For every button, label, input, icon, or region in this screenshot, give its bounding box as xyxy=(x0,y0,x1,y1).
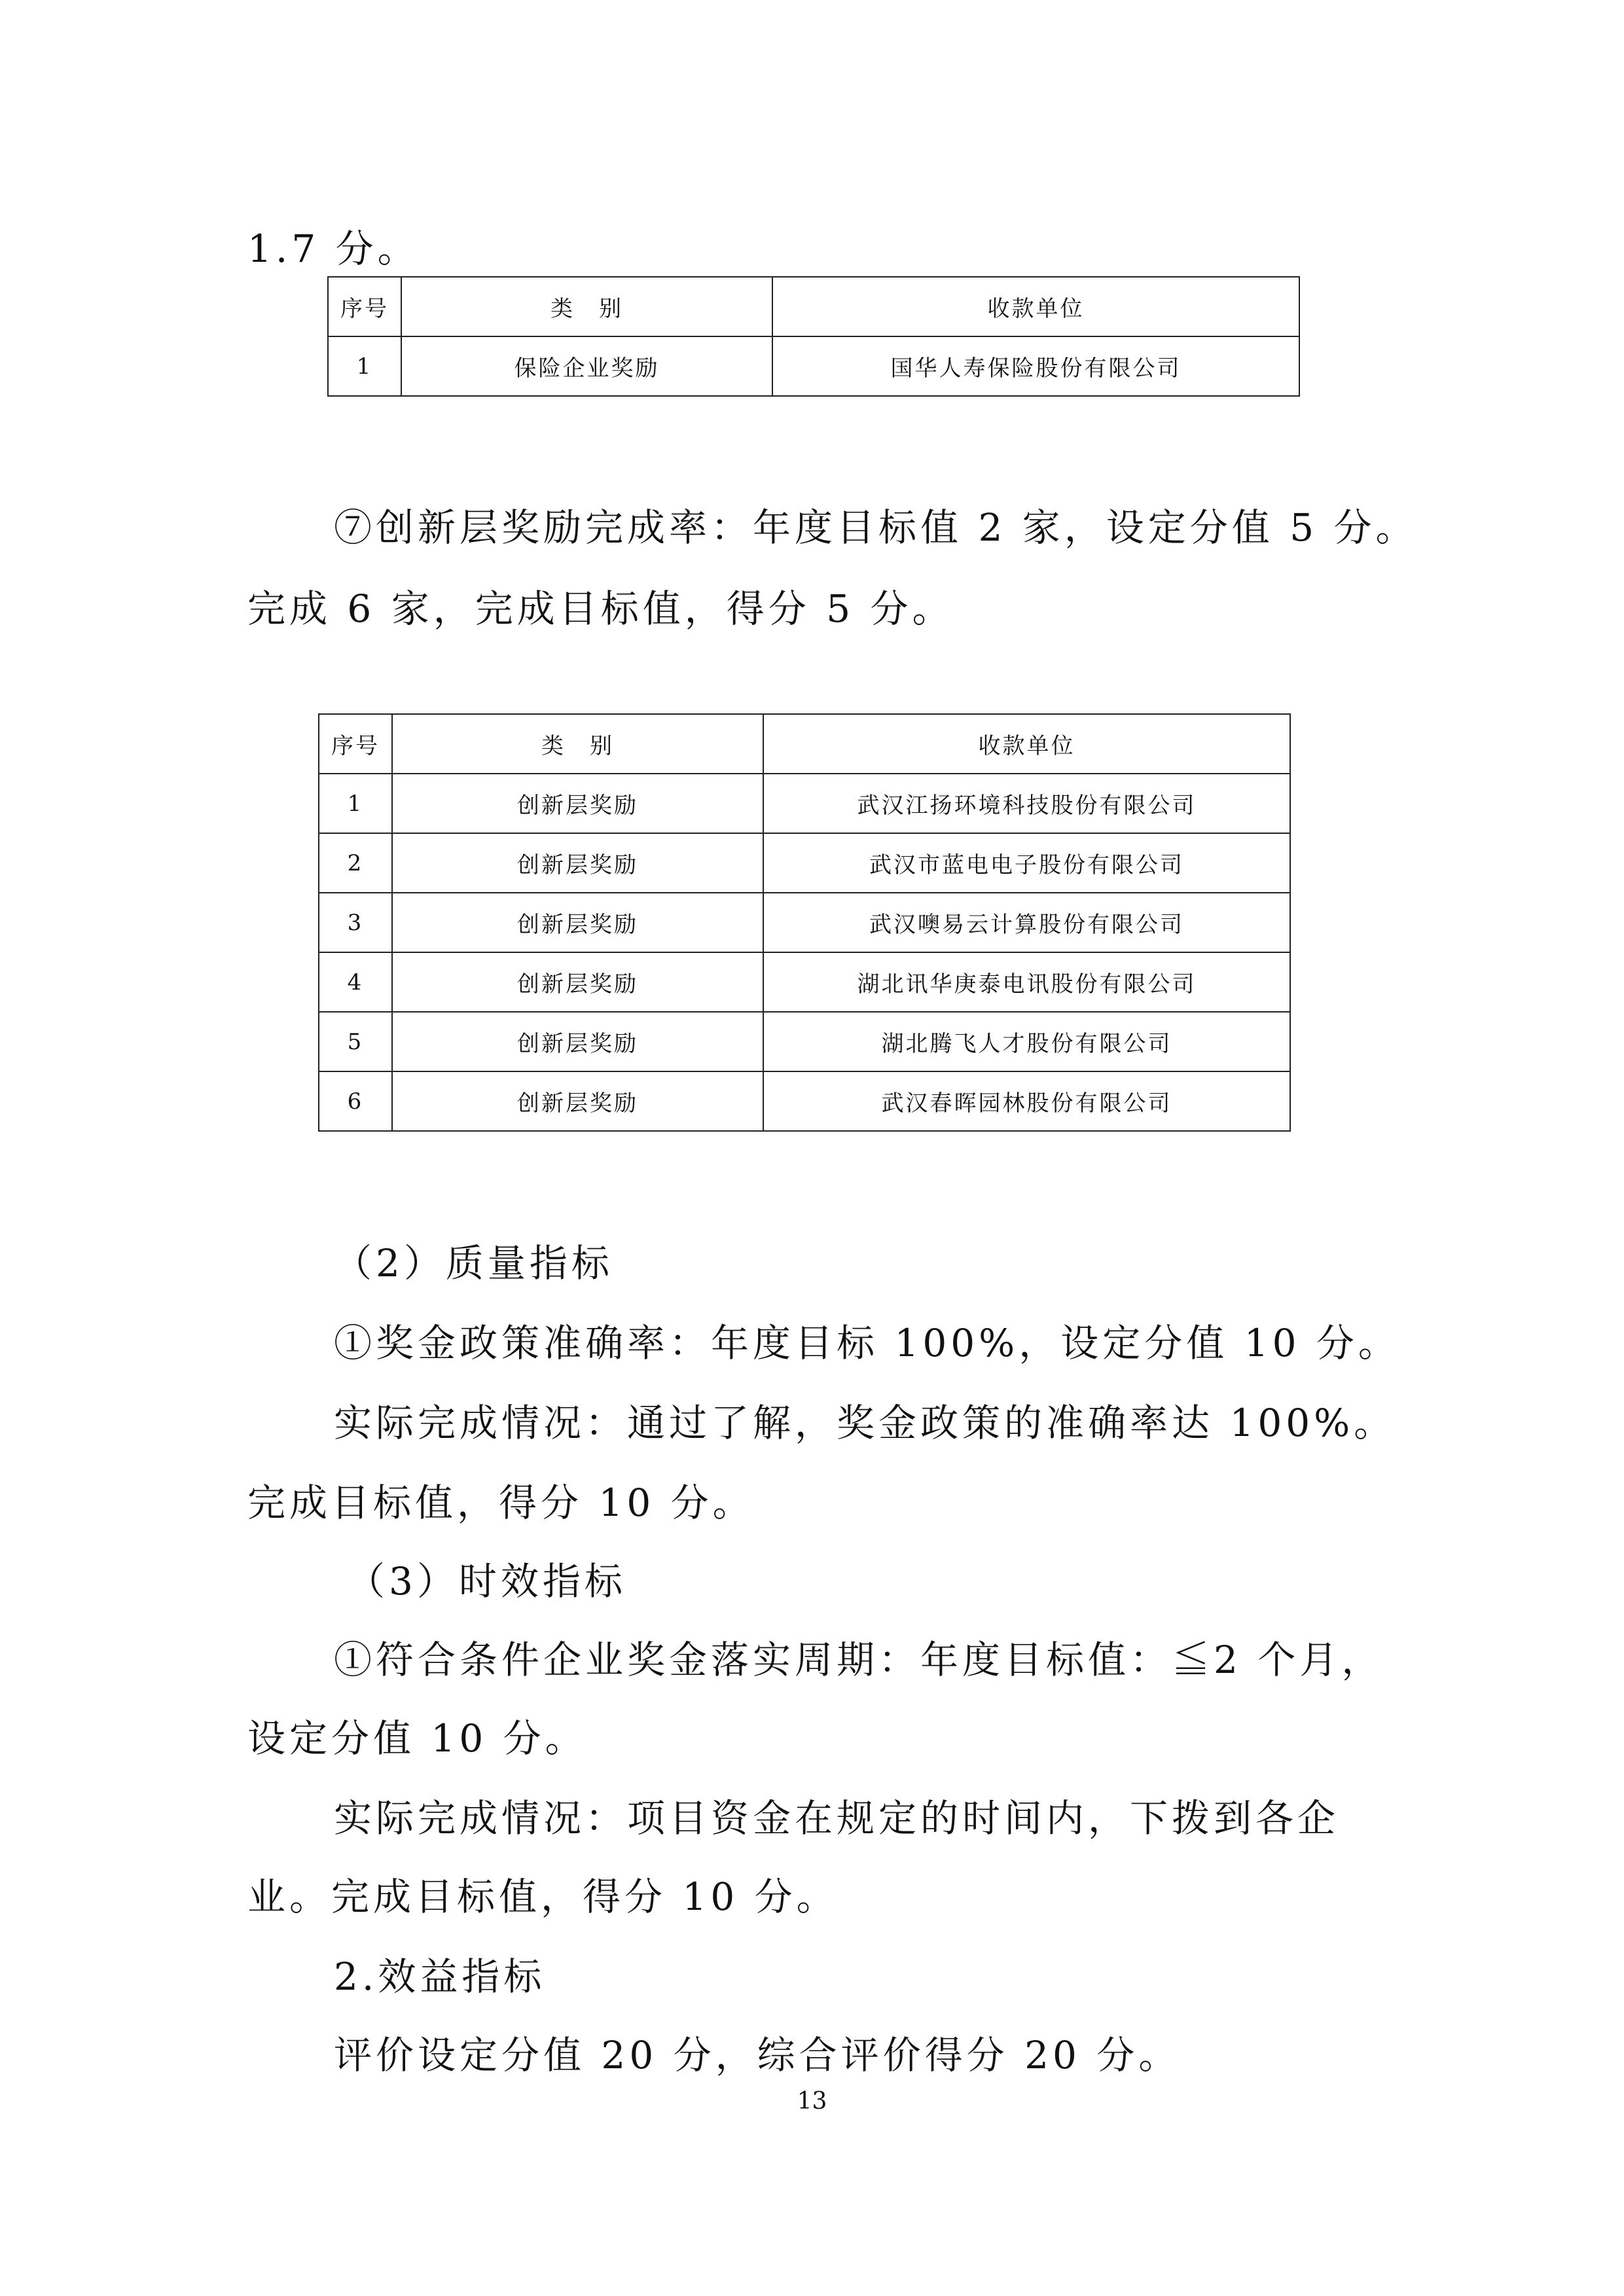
cell-category: 保险企业奖励 xyxy=(401,336,772,396)
page-number: 13 xyxy=(797,2088,827,2115)
text-line-9: ①符合条件企业奖金落实周期：年度目标值：≦2 个月， xyxy=(334,1638,1384,1682)
cell-payee: 国华人寿保险股份有限公司 xyxy=(772,336,1299,396)
text-line-10: 设定分值 10 分。 xyxy=(247,1716,587,1761)
table-row xyxy=(319,1012,1290,1071)
text-line-7: 完成目标值，得分 10 分。 xyxy=(247,1480,755,1525)
cell-payee: 武汉市蓝电电子股份有限公司 xyxy=(763,833,1290,893)
cell-category: 创新层奖励 xyxy=(392,893,763,952)
table-header-row xyxy=(328,277,1299,336)
cell-category: 创新层奖励 xyxy=(392,1012,763,1071)
table-row xyxy=(328,336,1299,396)
header-payee: 收款单位 xyxy=(772,277,1299,336)
header-index: 序号 xyxy=(328,277,401,336)
cell-category: 创新层奖励 xyxy=(392,952,763,1012)
cell-payee: 武汉噢易云计算股份有限公司 xyxy=(763,893,1290,952)
text-line-13: 2.效益指标 xyxy=(334,1954,546,1999)
cell-payee: 武汉春晖园林股份有限公司 xyxy=(763,1071,1290,1131)
cell-index: 2 xyxy=(319,833,392,893)
text-line-8: （3）时效指标 xyxy=(347,1559,626,1604)
text-line-4: （2）质量指标 xyxy=(334,1241,613,1285)
text-line-14: 评价设定分值 20 分，综合评价得分 20 分。 xyxy=(334,2033,1181,2077)
cell-category: 创新层奖励 xyxy=(392,833,763,893)
cell-index: 1 xyxy=(319,774,392,833)
table-row xyxy=(319,1071,1290,1131)
table-header-row xyxy=(319,714,1290,774)
table-insurance-award xyxy=(327,276,1300,397)
text-line-12: 业。完成目标值，得分 10 分。 xyxy=(247,1874,839,1919)
table-row xyxy=(319,893,1290,952)
cell-category: 创新层奖励 xyxy=(392,774,763,833)
table-row xyxy=(319,833,1290,893)
cell-index: 3 xyxy=(319,893,392,952)
text-line-6: 实际完成情况：通过了解，奖金政策的准确率达 100%。 xyxy=(334,1401,1396,1445)
table-row xyxy=(319,774,1290,833)
cell-payee: 武汉江扬环境科技股份有限公司 xyxy=(763,774,1290,833)
text-line-5: ①奖金政策准确率：年度目标 100%，设定分值 10 分。 xyxy=(334,1321,1400,1365)
cell-category: 创新层奖励 xyxy=(392,1071,763,1131)
cell-payee: 湖北腾飞人才股份有限公司 xyxy=(763,1012,1290,1071)
cell-payee: 湖北讯华庚泰电讯股份有限公司 xyxy=(763,952,1290,1012)
text-line-3: 完成 6 家，完成目标值，得分 5 分。 xyxy=(247,586,954,631)
cell-index: 6 xyxy=(319,1071,392,1131)
text-line-1: 1.7 分。 xyxy=(247,226,420,271)
cell-index: 1 xyxy=(328,336,401,396)
cell-index: 5 xyxy=(319,1012,392,1071)
cell-index: 4 xyxy=(319,952,392,1012)
text-line-11: 实际完成情况：项目资金在规定的时间内，下拨到各企 xyxy=(334,1796,1340,1840)
table-row xyxy=(319,952,1290,1012)
header-payee: 收款单位 xyxy=(763,714,1290,774)
table-innovation-award xyxy=(318,713,1291,1132)
header-index: 序号 xyxy=(319,714,392,774)
header-category: 类 别 xyxy=(401,277,772,336)
text-line-2: ⑦创新层奖励完成率：年度目标值 2 家，设定分值 5 分。 xyxy=(334,505,1418,550)
header-category: 类 别 xyxy=(392,714,763,774)
